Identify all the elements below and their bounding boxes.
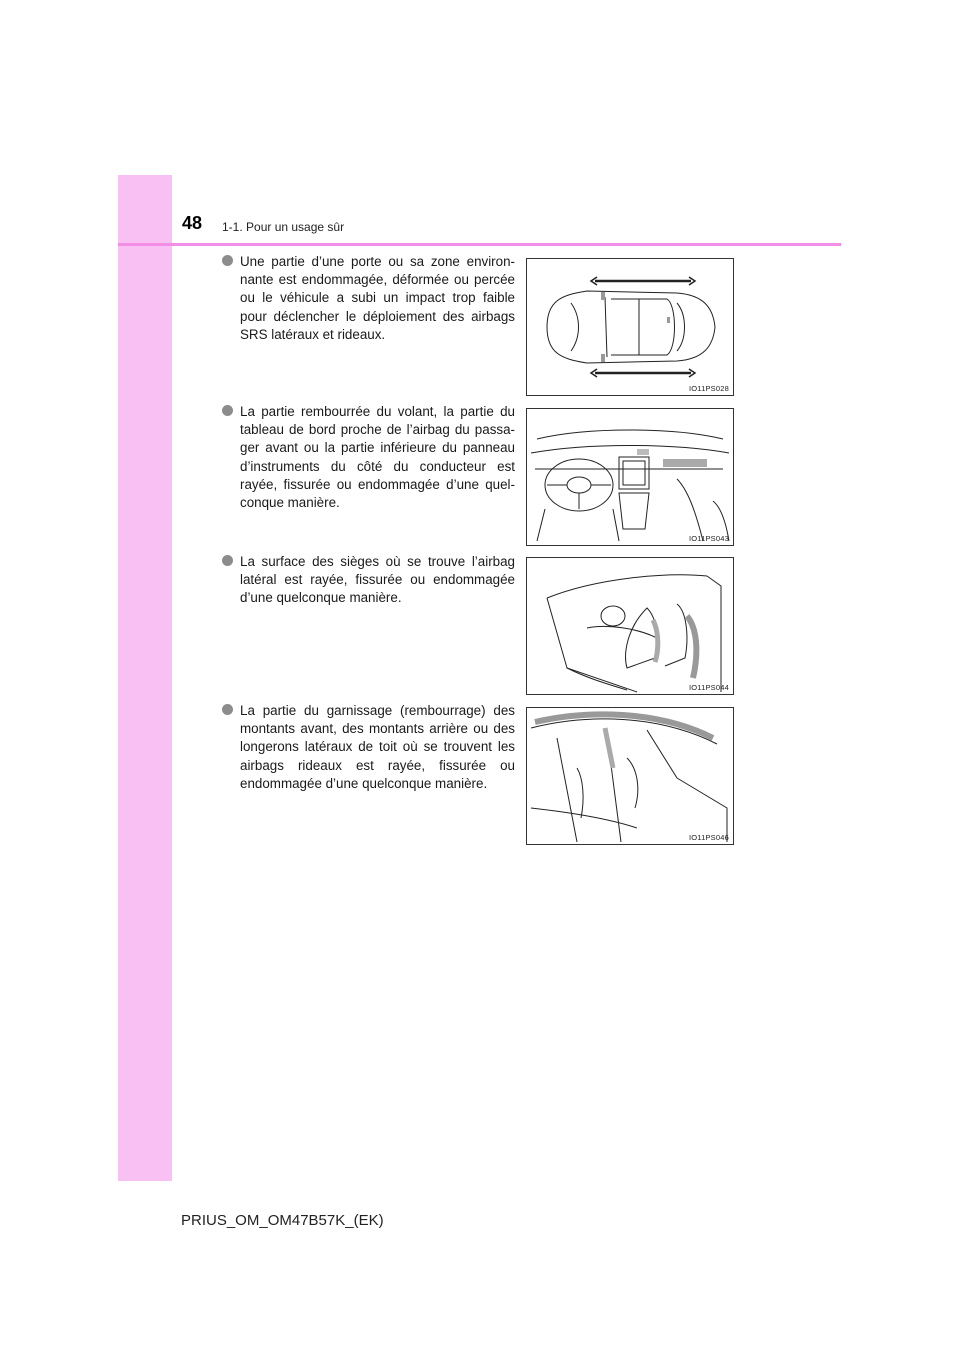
page-number: 48 [182,213,203,233]
figure-seats [526,557,734,695]
item-text: La partie du garnissage (rembourrage) des montants avant, des montants arrière ou des longerons latéraux de toit où se trouvent les airbags rideaux est rayée, fissurée ou endommagée d’une quelconque manière. [240,703,515,791]
figure-pillars [526,707,734,845]
seats-illustration [527,558,733,694]
dashboard-illustration [527,409,733,545]
list-item [222,253,515,344]
pillars-illustration [527,708,733,844]
header-rule [118,243,841,246]
bullet-icon [222,255,233,266]
car-top-view-illustration [527,259,733,395]
item-text: Une partie d’une porte ou sa zone environ-nante est endommagée, déformée ou percée ou le véhicule a subi un impact trop faible pour déclencher le déploiement des airbags SRS latéraux et rideaux. [240,254,515,342]
figure-code: IO11PS028 [688,384,729,393]
bullet-icon [222,704,233,715]
figure-code: IO11PS046 [688,833,729,842]
list-item [222,553,515,608]
figure-dashboard [526,408,734,546]
figure-code: IO11PS043 [688,534,729,543]
figure-code: IO11PS044 [688,683,729,692]
chapter-sidebar-tab [118,175,172,1181]
list-item [222,403,515,512]
figure-car-top-view [526,258,734,396]
list-item [222,702,515,793]
item-text: La surface des sièges où se trouve l’airbag latéral est rayée, fissurée ou endommagée d’une quelconque manière. [240,554,515,606]
item-text: La partie rembourrée du volant, la partie du tableau de bord proche de l’airbag du passa-ger avant ou la partie inférieure du panneau d’instruments du côté du conducteur est rayée, fissurée ou endommagée d’une quel-conque manière. [240,404,515,511]
bullet-icon [222,555,233,566]
section-title: 1-1. Pour un usage sûr [222,220,345,234]
document-footer: PRIUS_OM_OM47B57K_(EK) [181,1212,384,1229]
bullet-icon [222,405,233,416]
